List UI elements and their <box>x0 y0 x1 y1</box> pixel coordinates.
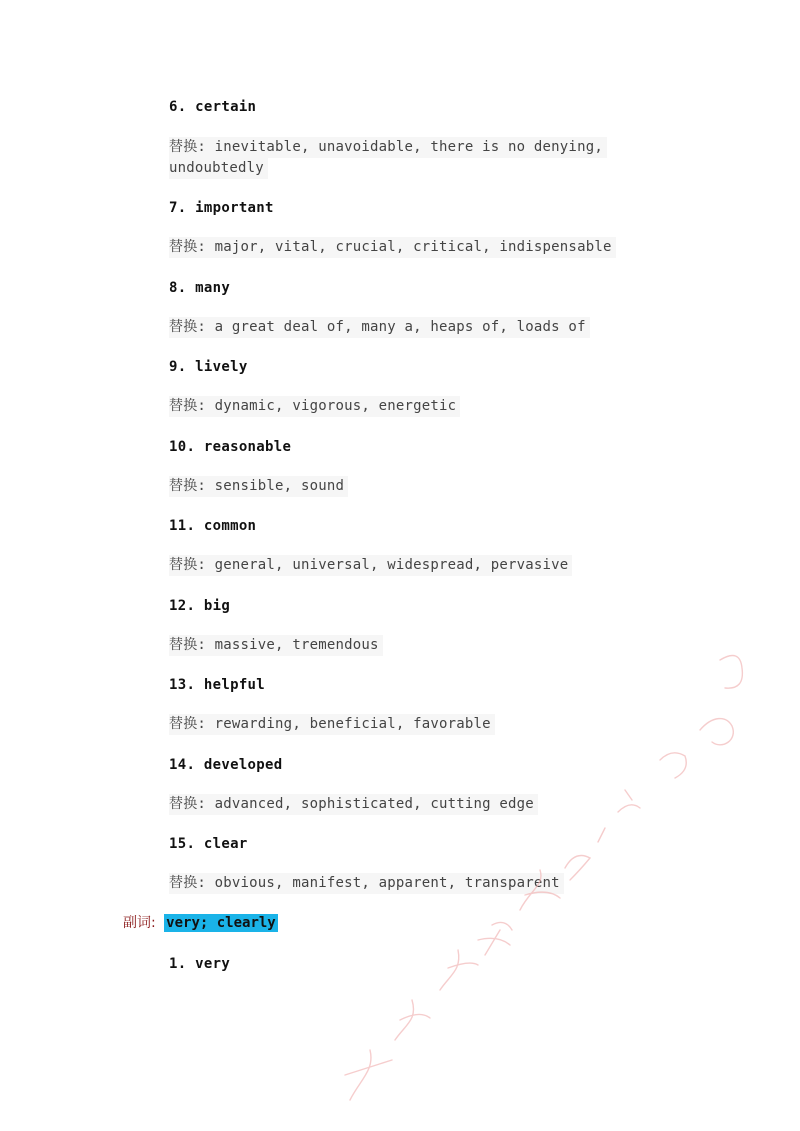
synonyms-important <box>169 237 616 258</box>
synonym-line: 替换: a great deal of, many a, heaps of, loads of <box>169 317 590 338</box>
synonyms-common <box>169 555 572 576</box>
synonyms-many <box>169 317 590 338</box>
heading-certain: 6. certain <box>169 99 257 115</box>
synonym-line: 替换: inevitable, unavoidable, there is no denying, <box>169 137 607 158</box>
synonyms-certain <box>169 137 607 179</box>
heading-important: 7. important <box>169 200 274 216</box>
heading-developed: 14. developed <box>169 757 283 773</box>
heading-clear: 15. clear <box>169 836 248 852</box>
synonym-line: 替换: general, universal, widespread, pervasive <box>169 555 572 576</box>
synonyms-big <box>169 635 383 656</box>
heading-helpful: 13. helpful <box>169 677 266 693</box>
synonym-line: 替换: major, vital, crucial, critical, indispensable <box>169 237 616 258</box>
synonyms-clear <box>169 873 564 894</box>
synonyms-lively <box>169 396 460 417</box>
synonym-line: 替换: dynamic, vigorous, energetic <box>169 396 460 417</box>
synonym-line: 替换: advanced, sophisticated, cutting edge <box>169 794 538 815</box>
heading-reasonable: 10. reasonable <box>169 439 292 455</box>
adverb-highlight: very; clearly <box>166 915 276 931</box>
synonym-line: 替换: sensible, sound <box>169 476 348 497</box>
heading-big: 12. big <box>169 598 231 614</box>
synonym-line: 替换: obvious, manifest, apparent, transparent <box>169 873 564 894</box>
heading-very: 1. very <box>169 956 231 972</box>
adverb-label: 副词: <box>123 915 156 931</box>
heading-many: 8. many <box>169 280 231 296</box>
synonyms-helpful <box>169 714 495 735</box>
heading-common: 11. common <box>169 518 257 534</box>
synonyms-developed <box>169 794 538 815</box>
adverb-section-title <box>123 913 278 933</box>
synonym-line: undoubtedly <box>169 158 268 179</box>
heading-lively: 9. lively <box>169 359 248 375</box>
synonyms-reasonable <box>169 476 348 497</box>
synonym-line: 替换: rewarding, beneficial, favorable <box>169 714 495 735</box>
synonym-line: 替换: massive, tremendous <box>169 635 383 656</box>
